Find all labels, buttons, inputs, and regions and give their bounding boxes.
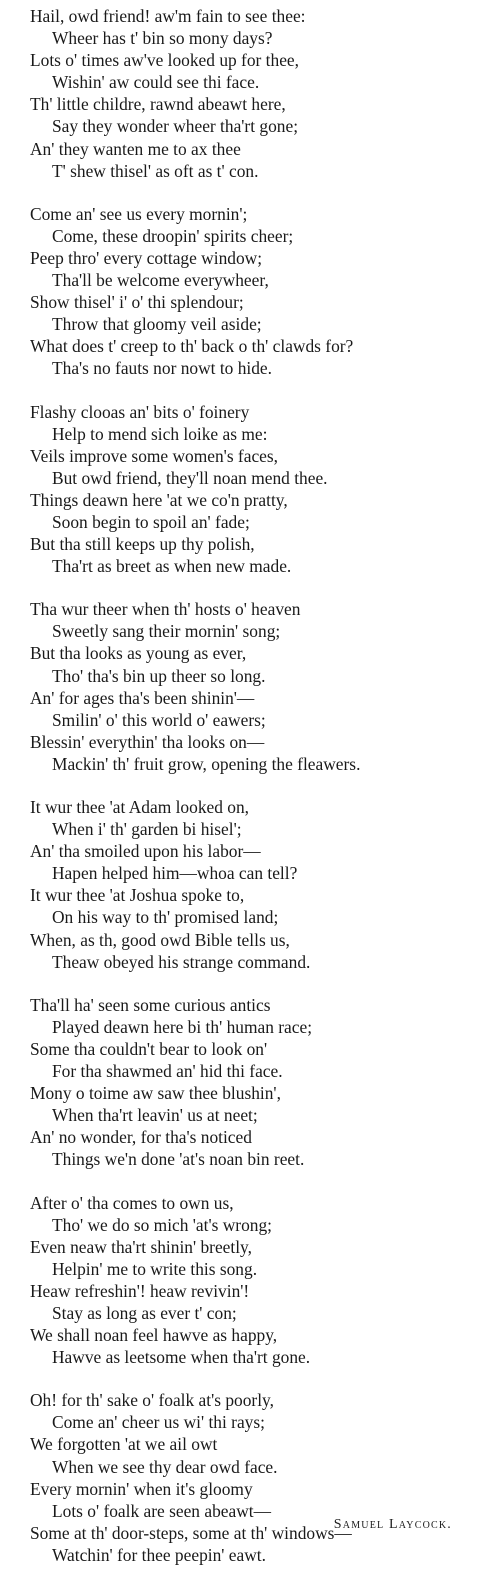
poem-line: What does t' creep to th' back o th' clawds for? xyxy=(30,336,354,357)
stanza-6 xyxy=(30,994,476,1171)
poem-line: Helpin' me to write this song. xyxy=(52,1258,258,1279)
poem-line: Mony o toime aw saw thee blushin', xyxy=(30,1083,281,1104)
poem-line: Throw that gloomy veil aside; xyxy=(52,314,262,335)
poem-line: Lots o' foalk are seen abeawt— xyxy=(52,1500,271,1521)
poem-line: On his way to th' promised land; xyxy=(52,907,279,928)
stanza-2 xyxy=(30,203,476,380)
poem-line: Watchin' for thee peepin' eawt. xyxy=(52,1544,266,1565)
poem-line: But tha looks as young as ever, xyxy=(30,643,247,664)
poem-line: Stay as long as ever t' con; xyxy=(52,1302,237,1323)
poem-line: Veils improve some women's faces, xyxy=(30,445,278,466)
poem-line: When we see thy dear owd face. xyxy=(52,1456,278,1477)
poem-line: Wheer has t' bin so mony days? xyxy=(52,28,273,49)
stanza-4 xyxy=(30,598,476,775)
poem-line: Sweetly sang their mornin' song; xyxy=(52,621,281,642)
poem-line: Tha's no fauts nor nowt to hide. xyxy=(52,358,272,379)
poem-line: Come an' cheer us wi' thi rays; xyxy=(52,1412,265,1433)
poem-line: Lots o' times aw've looked up for thee, xyxy=(30,50,299,71)
poem-line: Say they wonder wheer tha'rt gone; xyxy=(52,116,299,137)
poem-line: Hawve as leetsome when tha'rt gone. xyxy=(52,1347,311,1368)
poem-line: Things we'n done 'at's noan bin reet. xyxy=(52,1149,305,1170)
poem-line: An' tha smoiled upon his labor— xyxy=(30,841,261,862)
poem-line: Tha'll be welcome everywheer, xyxy=(52,270,269,291)
poem-line: It wur thee 'at Joshua spoke to, xyxy=(30,885,245,906)
poem-line: Tho' tha's bin up theer so long. xyxy=(52,665,266,686)
poem-line: Soon begin to spoil an' fade; xyxy=(52,511,250,532)
author-signature: Samuel Laycock. xyxy=(333,1517,452,1532)
poem-line: Mackin' th' fruit grow, opening the fleawers. xyxy=(52,753,361,774)
poem-line: Tha'rt as breet as when new made. xyxy=(52,556,292,577)
poem-line: When i' th' garden bi hisel'; xyxy=(52,819,242,840)
poem-line: Tha wur theer when th' hosts o' heaven xyxy=(30,599,301,620)
poem-line: Blessin' everythin' tha looks on— xyxy=(30,731,265,752)
poem-line: Some tha couldn't bear to look on' xyxy=(30,1038,268,1059)
poem-line: Wishin' aw could see thi face. xyxy=(52,72,260,93)
poem-line: Played deawn here bi th' human race; xyxy=(52,1016,313,1037)
poem-line: Show thisel' i' o' thi splendour; xyxy=(30,292,244,313)
poem-line: An' for ages tha's been shinin'— xyxy=(30,687,255,708)
stanza-3 xyxy=(30,401,476,578)
poem-line: Even neaw tha'rt shinin' breetly, xyxy=(30,1236,252,1257)
poem-line: An' no wonder, for tha's noticed xyxy=(30,1127,252,1148)
poem-line: When tha'rt leavin' us at neet; xyxy=(52,1105,258,1126)
poem-line: Come an' see us every mornin'; xyxy=(30,203,248,224)
poem-line: Tho' we do so mich 'at's wrong; xyxy=(52,1214,272,1235)
poem-line: After o' tha comes to own us, xyxy=(30,1192,234,1213)
poem-line: Peep thro' every cottage window; xyxy=(30,247,263,268)
poem-line: Hapen helped him—whoa can tell? xyxy=(52,863,298,884)
poem-line: Flashy clooas an' bits o' foinery xyxy=(30,401,250,422)
stanza-1 xyxy=(30,5,476,182)
poem-line: Theaw obeyed his strange command. xyxy=(52,951,311,972)
poem-line: It wur thee 'at Adam looked on, xyxy=(30,797,250,817)
stanza-5 xyxy=(30,796,476,973)
poem-line: Hail, owd friend! aw'm fain to see thee: xyxy=(30,6,306,26)
poem-line: Smilin' o' this world o' eawers; xyxy=(52,709,266,730)
poem-line: For tha shawmed an' hid thi face. xyxy=(52,1061,283,1082)
poem-line: But tha still keeps up thy polish, xyxy=(30,534,255,555)
poem-line: Some at th' door-steps, some at th' windows— xyxy=(30,1522,352,1543)
poem-line: Every mornin' when it's gloomy xyxy=(30,1478,253,1499)
poem-line: Oh! for th' sake o' foalk at's poorly, xyxy=(30,1390,274,1411)
poem-line: We shall noan feel hawve as happy, xyxy=(30,1325,278,1346)
poem-line: An' they wanten me to ax thee xyxy=(30,138,241,159)
poem-line: Things deawn here 'at we co'n pratty, xyxy=(30,489,288,510)
poem-line: But owd friend, they'll noan mend thee. xyxy=(52,467,328,488)
poem-line: Th' little childre, rawnd abeawt here, xyxy=(30,94,286,115)
poem-line: We forgotten 'at we ail owt xyxy=(30,1434,218,1455)
poem-line: T' shew thisel' as oft as t' con. xyxy=(52,160,259,181)
poem-line: Help to mend sich loike as me: xyxy=(52,423,268,444)
poem-line: Tha'll ha' seen some curious antics xyxy=(30,994,271,1015)
poem-line: Come, these droopin' spirits cheer; xyxy=(52,225,294,246)
poem xyxy=(30,5,476,1587)
stanza-8 xyxy=(30,1389,476,1566)
poem-line: When, as th, good owd Bible tells us, xyxy=(30,929,290,950)
stanza-7 xyxy=(30,1192,476,1369)
poem-line: Heaw refreshin'! heaw revivin'! xyxy=(30,1280,250,1301)
